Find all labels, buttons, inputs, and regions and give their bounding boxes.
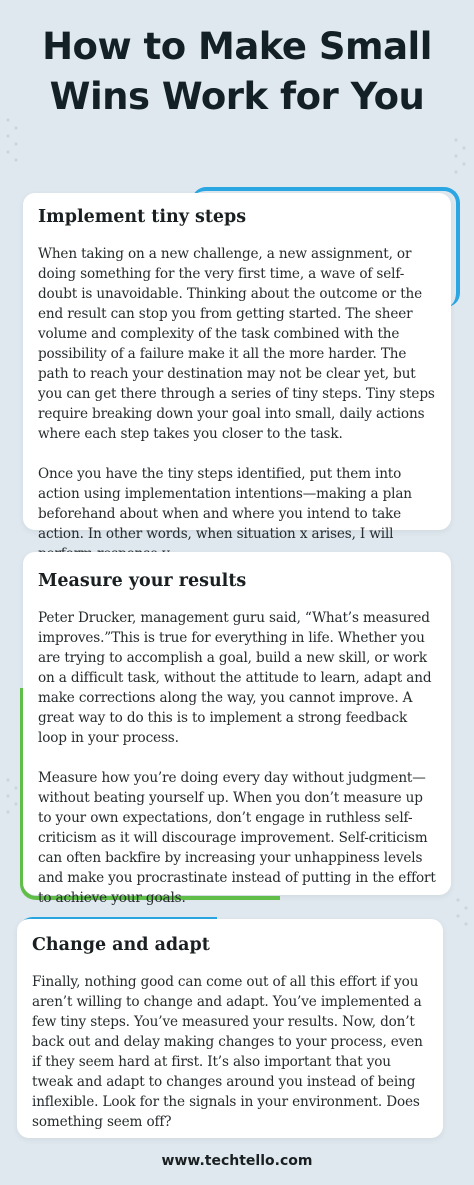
section-heading: Implement tiny steps — [38, 207, 247, 227]
section-measure-your-results — [23, 552, 451, 906]
section-paragraph: Peter Drucker, management guru said, “What’s measured improves.”This is true for everything in life. Whether you are trying to accomplish a goal, build a new skill, or work on a difficult task, without the attitude to learn, adapt and make corrections along the way, you cannot improve. A great way to do this is to implement a strong feedback loop in your process. — [38, 610, 432, 746]
page-title — [0, 22, 474, 122]
footer-website-url[interactable]: www.techtello.com — [161, 1153, 313, 1169]
section-paragraph: Measure how you’re doing every day without judgment—without beating yourself up. When you don’t measure up to your own expectations, don’t engage in ruthless self-criticism as it will discourage improvement. Self-criticism can often backfire by increasing your unhappiness levels and make you procrastinate instead of putting in the effort to achieve your goals. — [38, 770, 436, 906]
title-line-1: How to Make Small — [42, 25, 432, 68]
section-paragraph: When taking on a new challenge, a new assignment, or doing something for the very first time, a wave of self-doubt is unavoidable. Thinking about the outcome or the end result can stop you from getting started. The sheer volume and complexity of the task combined with the possibility of a failure make it all the more harder. The path to reach your destination may not be clear yet, but you can get there through a series of tiny steps. Tiny steps require breaking down your goal into small, daily actions where each step takes you closer to the task. — [38, 246, 435, 442]
section-implement-tiny-steps — [23, 193, 451, 542]
section-paragraph: Finally, nothing good can come out of all this effort if you aren’t willing to change and adapt. You’ve implemented a few tiny steps. You’ve measured your results. Now, don’t back out and delay making changes to your process, even if they seem hard at first. It’s also important that you tweak and adapt to changes around you instead of being inflexible. Look for the signals in your environment. Does something seem off? — [32, 974, 423, 1130]
section-change-and-adapt — [17, 919, 443, 1138]
section-paragraph: Once you have the tiny steps identified, put them into action using implementation intentions—making a plan beforehand about when and where you intend to take action. In other words, when situation x arises, I will — [38, 466, 412, 542]
section-heading: Measure your results — [38, 571, 247, 591]
section-heading: Change and adapt — [32, 935, 210, 955]
title-line-2: Wins Work for You — [49, 75, 425, 118]
